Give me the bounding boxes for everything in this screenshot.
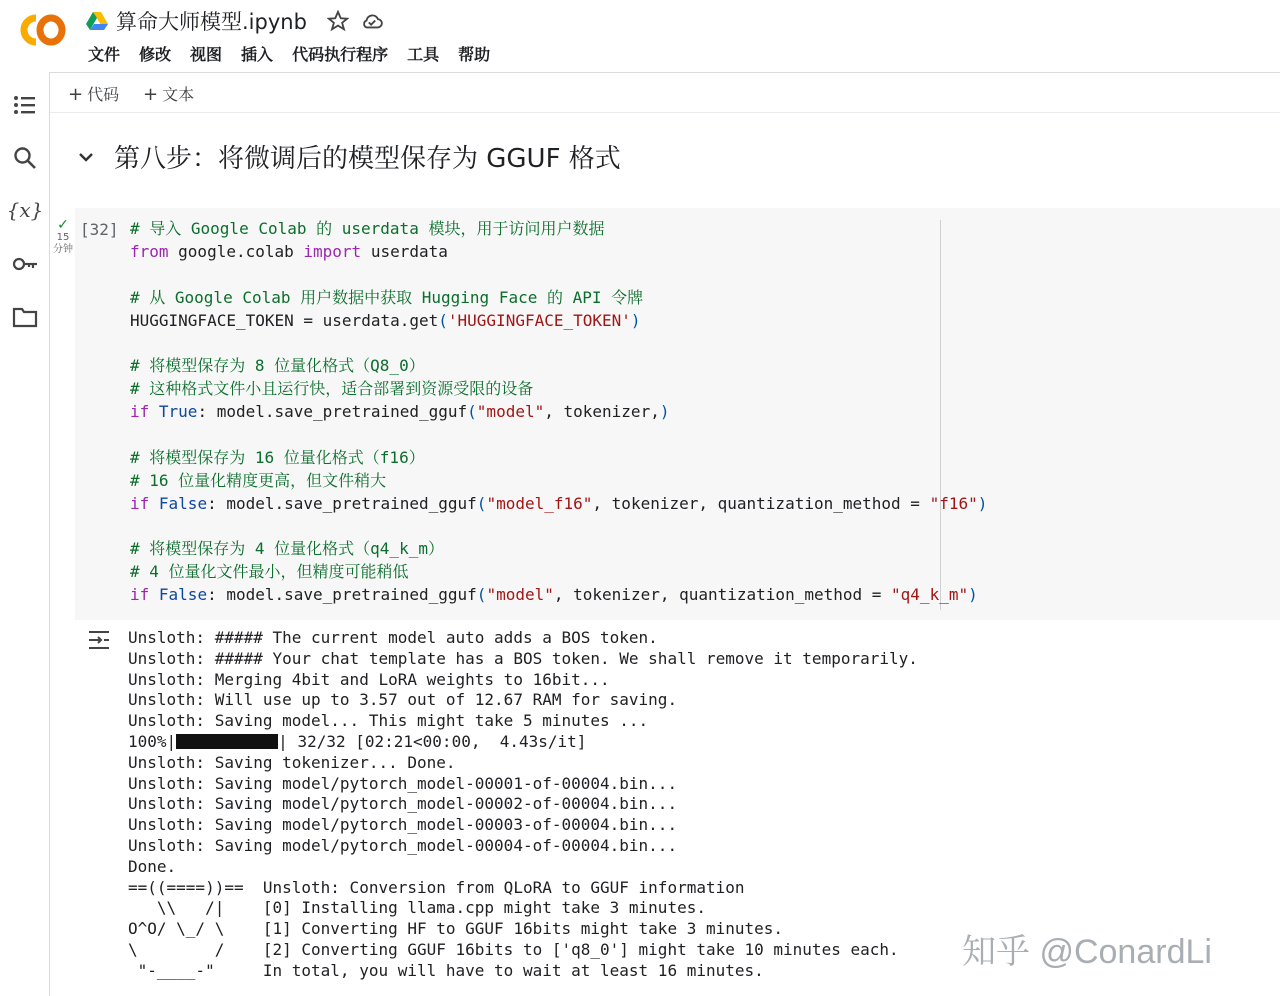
menu-tools[interactable]: 工具 xyxy=(407,45,440,64)
code-line xyxy=(130,401,987,424)
add-text-button[interactable] xyxy=(143,82,194,105)
code-token: # 将模型保存为 16 位量化格式（f16） xyxy=(130,447,425,467)
code-editor[interactable] xyxy=(130,218,987,607)
code-token: "model" xyxy=(486,585,554,605)
code-token: # 将模型保存为 8 位量化格式（Q8_0） xyxy=(130,356,425,376)
code-token: : model.save_pretrained_gguf xyxy=(197,402,468,422)
code-token: : model.save_pretrained_gguf xyxy=(207,585,477,605)
menu-file[interactable]: 文件 xyxy=(88,45,121,64)
code-token: "q4_k_m" xyxy=(891,585,969,605)
folder-icon[interactable] xyxy=(12,304,38,330)
code-token: if xyxy=(130,493,150,513)
code-token: 'HUGGINGFACE_TOKEN' xyxy=(447,310,631,330)
code-token: , tokenizer, quantization_method = xyxy=(592,493,930,513)
code-line xyxy=(130,470,987,493)
code-token: False xyxy=(158,493,208,513)
search-icon[interactable] xyxy=(12,145,38,171)
progress-line xyxy=(128,732,918,753)
code-token: ( xyxy=(467,402,477,422)
code-token: from xyxy=(130,241,169,261)
colab-logo[interactable] xyxy=(14,10,70,50)
code-token: # 4 位量化文件最小，但精度可能稍低 xyxy=(130,562,409,582)
plus-icon: + xyxy=(143,84,159,105)
code-token: False xyxy=(158,585,208,605)
output-line: Unsloth: Merging 4bit and LoRA weights to 16bit... xyxy=(128,669,610,689)
code-token: # 16 位量化精度更高，但文件稍大 xyxy=(130,470,387,490)
section-heading xyxy=(76,138,621,175)
code-line xyxy=(130,378,987,401)
output-line: Done. xyxy=(128,856,177,876)
variables-icon[interactable]: {x} xyxy=(6,198,44,222)
code-token: ( xyxy=(438,310,448,330)
code-token: ) xyxy=(630,310,641,330)
menu-help[interactable]: 帮助 xyxy=(458,45,491,64)
code-token: if xyxy=(130,585,150,605)
table-of-contents-icon[interactable] xyxy=(12,92,38,118)
code-line xyxy=(130,493,987,516)
star-icon[interactable] xyxy=(327,10,349,32)
output-line: Unsloth: Will use up to 3.57 out of 12.67 RAM for saving. xyxy=(128,690,678,710)
code-line xyxy=(130,447,987,470)
code-token xyxy=(149,402,159,421)
code-token: import xyxy=(303,241,362,261)
menu-runtime[interactable]: 代码执行程序 xyxy=(292,45,389,64)
code-token: , tokenizer, quantization_method = xyxy=(553,585,892,605)
code-token: ) xyxy=(659,402,670,422)
output-line: \\ /| [0] Installing llama.cpp might take 3 minutes. xyxy=(128,898,706,918)
code-line xyxy=(130,538,987,561)
add-code-button[interactable] xyxy=(68,82,119,105)
cell-output xyxy=(128,628,918,982)
check-icon: ✓ xyxy=(57,217,69,233)
code-line xyxy=(130,355,987,378)
progress-bar xyxy=(176,734,278,749)
execution-count[interactable]: [32] xyxy=(80,220,119,239)
code-token: # 从 Google Colab 用户数据中获取 Hugging Face 的 API 令牌 xyxy=(130,287,644,307)
execution-time: 15 xyxy=(56,232,70,243)
menu-bar xyxy=(88,42,490,65)
code-token: # 将模型保存为 4 位量化格式（q4_k_m） xyxy=(130,539,444,559)
code-token: if xyxy=(130,402,150,422)
code-token: # 这种格式文件小且运行快，适合部署到资源受限的设备 xyxy=(130,379,534,399)
output-line: Unsloth: Saving tokenizer... Done. xyxy=(128,752,456,772)
code-token: google.colab xyxy=(168,241,304,261)
output-line: O^O/ \_/ \ [1] Converting HF to GGUF 16bits might take 3 minutes. xyxy=(128,919,784,939)
watermark-text: 知乎 @ConardLi xyxy=(962,933,1212,971)
output-line: Unsloth: Saving model/pytorch_model-00003-of-00004.bin... xyxy=(128,815,678,835)
cloud-icon[interactable] xyxy=(361,10,383,32)
add-code-label: 代码 xyxy=(87,85,120,104)
left-sidebar xyxy=(0,72,50,996)
code-token: userdata xyxy=(361,241,448,261)
output-toggle-icon[interactable] xyxy=(86,628,112,652)
code-line xyxy=(130,287,987,310)
add-text-label: 文本 xyxy=(162,85,195,104)
code-line xyxy=(130,516,987,539)
notebook-title[interactable]: 算命大师模型.ipynb xyxy=(116,10,307,34)
output-line: ==((====))== Unsloth: Conversion from QLoRA to GGUF information xyxy=(128,877,745,897)
cell-toolbar xyxy=(50,72,1280,113)
code-token: # 导入 Google Colab 的 userdata 模块，用于访问用户数据 xyxy=(130,219,605,238)
code-token: "model" xyxy=(476,402,545,422)
output-line: Unsloth: Saving model/pytorch_model-00002-of-00004.bin... xyxy=(128,794,678,814)
code-token xyxy=(149,494,159,513)
output-line: "-____-" In total, you will have to wait at least 16 minutes. xyxy=(128,960,764,980)
menu-edit[interactable]: 修改 xyxy=(139,45,172,64)
code-token: "f16" xyxy=(929,493,978,513)
code-line xyxy=(130,424,987,447)
output-line: Unsloth: ##### The current model auto adds a BOS token. xyxy=(128,628,658,647)
code-token: ( xyxy=(476,493,487,513)
output-line: \ / [2] Converting GGUF 16bits to ['q8_0'] might take 10 minutes each. xyxy=(128,939,899,959)
code-line xyxy=(130,310,987,333)
key-icon[interactable] xyxy=(12,251,38,277)
code-token: HUGGINGFACE_TOKEN = userdata.get xyxy=(130,310,439,330)
code-line xyxy=(130,584,987,607)
code-token: , tokenizer, xyxy=(544,402,660,422)
menu-insert[interactable]: 插入 xyxy=(241,45,274,64)
output-line: Unsloth: Saving model... This might take 5 minutes ... xyxy=(128,711,649,731)
code-line xyxy=(130,561,987,584)
app-header xyxy=(0,0,1280,73)
code-line xyxy=(130,264,987,287)
code-line xyxy=(130,332,987,355)
chevron-down-icon[interactable] xyxy=(76,147,96,167)
code-token xyxy=(149,585,159,604)
output-line: Unsloth: ##### Your chat template has a BOS token. We shall remove it temporarily. xyxy=(128,648,918,668)
code-line xyxy=(130,241,987,264)
cell-execution-status xyxy=(50,218,76,256)
drive-icon xyxy=(86,11,108,31)
code-token: ( xyxy=(476,585,487,605)
plus-icon: + xyxy=(68,84,84,105)
menu-view[interactable]: 视图 xyxy=(190,45,223,64)
section-title: 第八步：将微调后的模型保存为 GGUF 格式 xyxy=(114,144,621,174)
code-token: ) xyxy=(977,493,988,513)
code-token: "model_f16" xyxy=(486,493,593,513)
execution-time-unit: 分钟 xyxy=(53,244,73,255)
code-token: ) xyxy=(968,585,978,605)
progress-percent: 100%| xyxy=(128,731,177,751)
code-token: True xyxy=(158,402,198,422)
output-line: Unsloth: Saving model/pytorch_model-00004-of-00004.bin... xyxy=(128,835,678,855)
code-token: : model.save_pretrained_gguf xyxy=(207,493,477,513)
output-line: Unsloth: Saving model/pytorch_model-00001-of-00004.bin... xyxy=(128,773,678,793)
code-line xyxy=(130,218,987,241)
progress-status: | 32/32 [02:21<00:00, 4.43s/it] xyxy=(278,731,587,751)
